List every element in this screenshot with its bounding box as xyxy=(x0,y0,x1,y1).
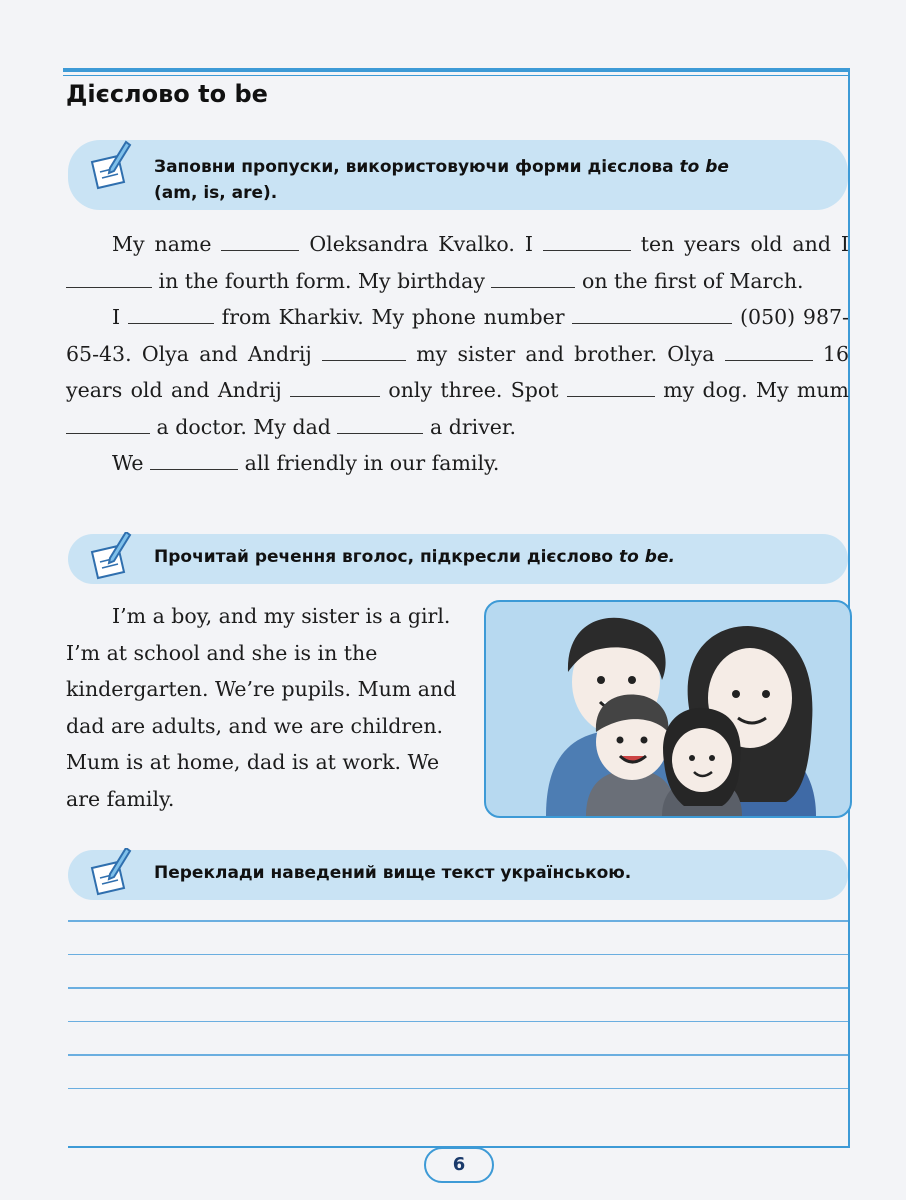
blank[interactable] xyxy=(128,301,214,324)
exercise-1-text: My name Oleksandra Kvalko. I ten years old and I in the fourth form. My birthday on the first of March. I from Kharkiv. My phone number (050) 987-65-43. Olya and Andrij my sister and brother. Olya 16 years old and Andrij only three. Spot my dog. My mum a doctor. My dad a driver. We all friendly in our family. xyxy=(66,226,849,482)
blank[interactable] xyxy=(221,228,299,251)
blank[interactable] xyxy=(491,265,575,288)
writing-line[interactable] xyxy=(68,1021,848,1023)
blank[interactable] xyxy=(322,338,406,361)
blank[interactable] xyxy=(150,447,238,470)
writing-lines[interactable] xyxy=(68,920,848,1121)
page-number: 6 xyxy=(424,1147,494,1183)
writing-line[interactable] xyxy=(68,987,848,989)
family-drawing xyxy=(486,602,850,816)
task-banner-1 xyxy=(68,140,848,210)
blank[interactable] xyxy=(337,411,423,434)
writing-line[interactable] xyxy=(68,1088,848,1090)
writing-line[interactable] xyxy=(68,920,848,922)
task-banner-3 xyxy=(68,850,848,900)
blank[interactable] xyxy=(66,265,152,288)
top-rule xyxy=(63,68,848,72)
pencil-note-icon xyxy=(84,532,136,584)
pencil-note-icon xyxy=(84,138,136,190)
blank[interactable] xyxy=(572,301,732,324)
writing-line[interactable] xyxy=(68,954,848,956)
blank[interactable] xyxy=(290,374,380,397)
pencil-note-icon xyxy=(84,848,136,900)
blank[interactable] xyxy=(66,411,150,434)
top-rule-thin xyxy=(63,75,848,76)
writing-line[interactable] xyxy=(68,1054,848,1056)
task-3-text: Переклади наведений вище текст українською. xyxy=(154,863,632,883)
task-banner-2 xyxy=(68,534,848,584)
family-illustration xyxy=(484,600,852,818)
task-1-text: Заповни пропуски, використовуючи форми дієслова to be (am, is, are). xyxy=(154,157,729,203)
page-title: Дієслово to be xyxy=(66,80,268,108)
blank[interactable] xyxy=(567,374,655,397)
exercise-2-text: I’m a boy, and my sister is a girl. I’m at school and she is in the kindergarten. We’re pupils. Mum and dad are adults, and we are children. Mum is at home, dad is at work. We are family. xyxy=(66,604,457,811)
task-2-text: Прочитай речення вголос, підкресли дієслово to be. xyxy=(154,547,675,567)
blank[interactable] xyxy=(543,228,631,251)
blank[interactable] xyxy=(725,338,813,361)
